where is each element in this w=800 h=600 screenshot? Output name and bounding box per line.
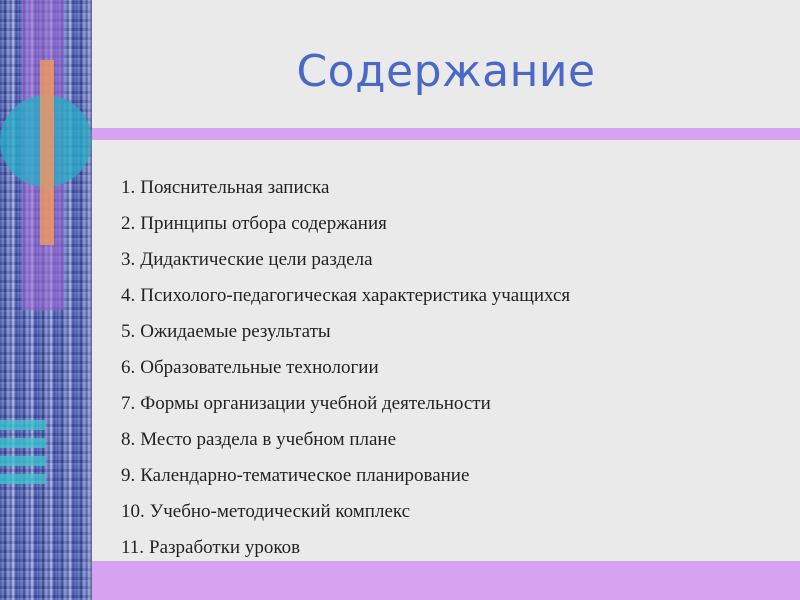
- bottom-accent-bar: [92, 561, 800, 600]
- item-text: Образовательные технологии: [140, 357, 379, 378]
- list-item: [121, 386, 570, 422]
- slide-title: Содержание: [296, 46, 596, 97]
- list-item: [121, 170, 570, 206]
- decorative-side-strip: [0, 0, 92, 600]
- item-number: 3.: [121, 249, 136, 270]
- item-number: 4.: [121, 285, 136, 306]
- list-item: [121, 278, 570, 314]
- item-number: 7.: [121, 393, 136, 414]
- item-number: 5.: [121, 321, 136, 342]
- list-item: [121, 458, 570, 494]
- item-number: 11.: [121, 537, 145, 558]
- teal-bands-shape: [0, 420, 46, 490]
- item-text: Формы организации учебной деятельности: [140, 393, 491, 414]
- orange-bar-shape: [40, 60, 54, 245]
- item-number: 6.: [121, 357, 136, 378]
- list-item: [121, 422, 570, 458]
- item-number: 9.: [121, 465, 136, 486]
- item-text: Место раздела в учебном плане: [140, 429, 397, 450]
- item-text: Учебно-методический комплекс: [149, 501, 411, 522]
- item-number: 8.: [121, 429, 136, 450]
- item-text: Ожидаемые результаты: [140, 321, 331, 342]
- item-text: Психолого-педагогическая характеристика учащихся: [140, 285, 571, 306]
- list-item: [121, 494, 570, 530]
- list-item: [121, 206, 570, 242]
- list-item: [121, 242, 570, 278]
- item-text: Пояснительная записка: [140, 177, 330, 198]
- item-text: Разработки уроков: [149, 537, 301, 558]
- list-item: [121, 350, 570, 386]
- item-text: Принципы отбора содержания: [140, 213, 387, 234]
- item-number: 1.: [121, 177, 136, 198]
- item-number: 2.: [121, 213, 136, 234]
- top-accent-bar: [92, 128, 800, 140]
- list-item: [121, 314, 570, 350]
- item-number: 10.: [121, 501, 145, 522]
- item-text: Дидактические цели раздела: [140, 249, 373, 270]
- contents-list: [121, 170, 570, 566]
- item-text: Календарно-тематическое планирование: [140, 465, 470, 486]
